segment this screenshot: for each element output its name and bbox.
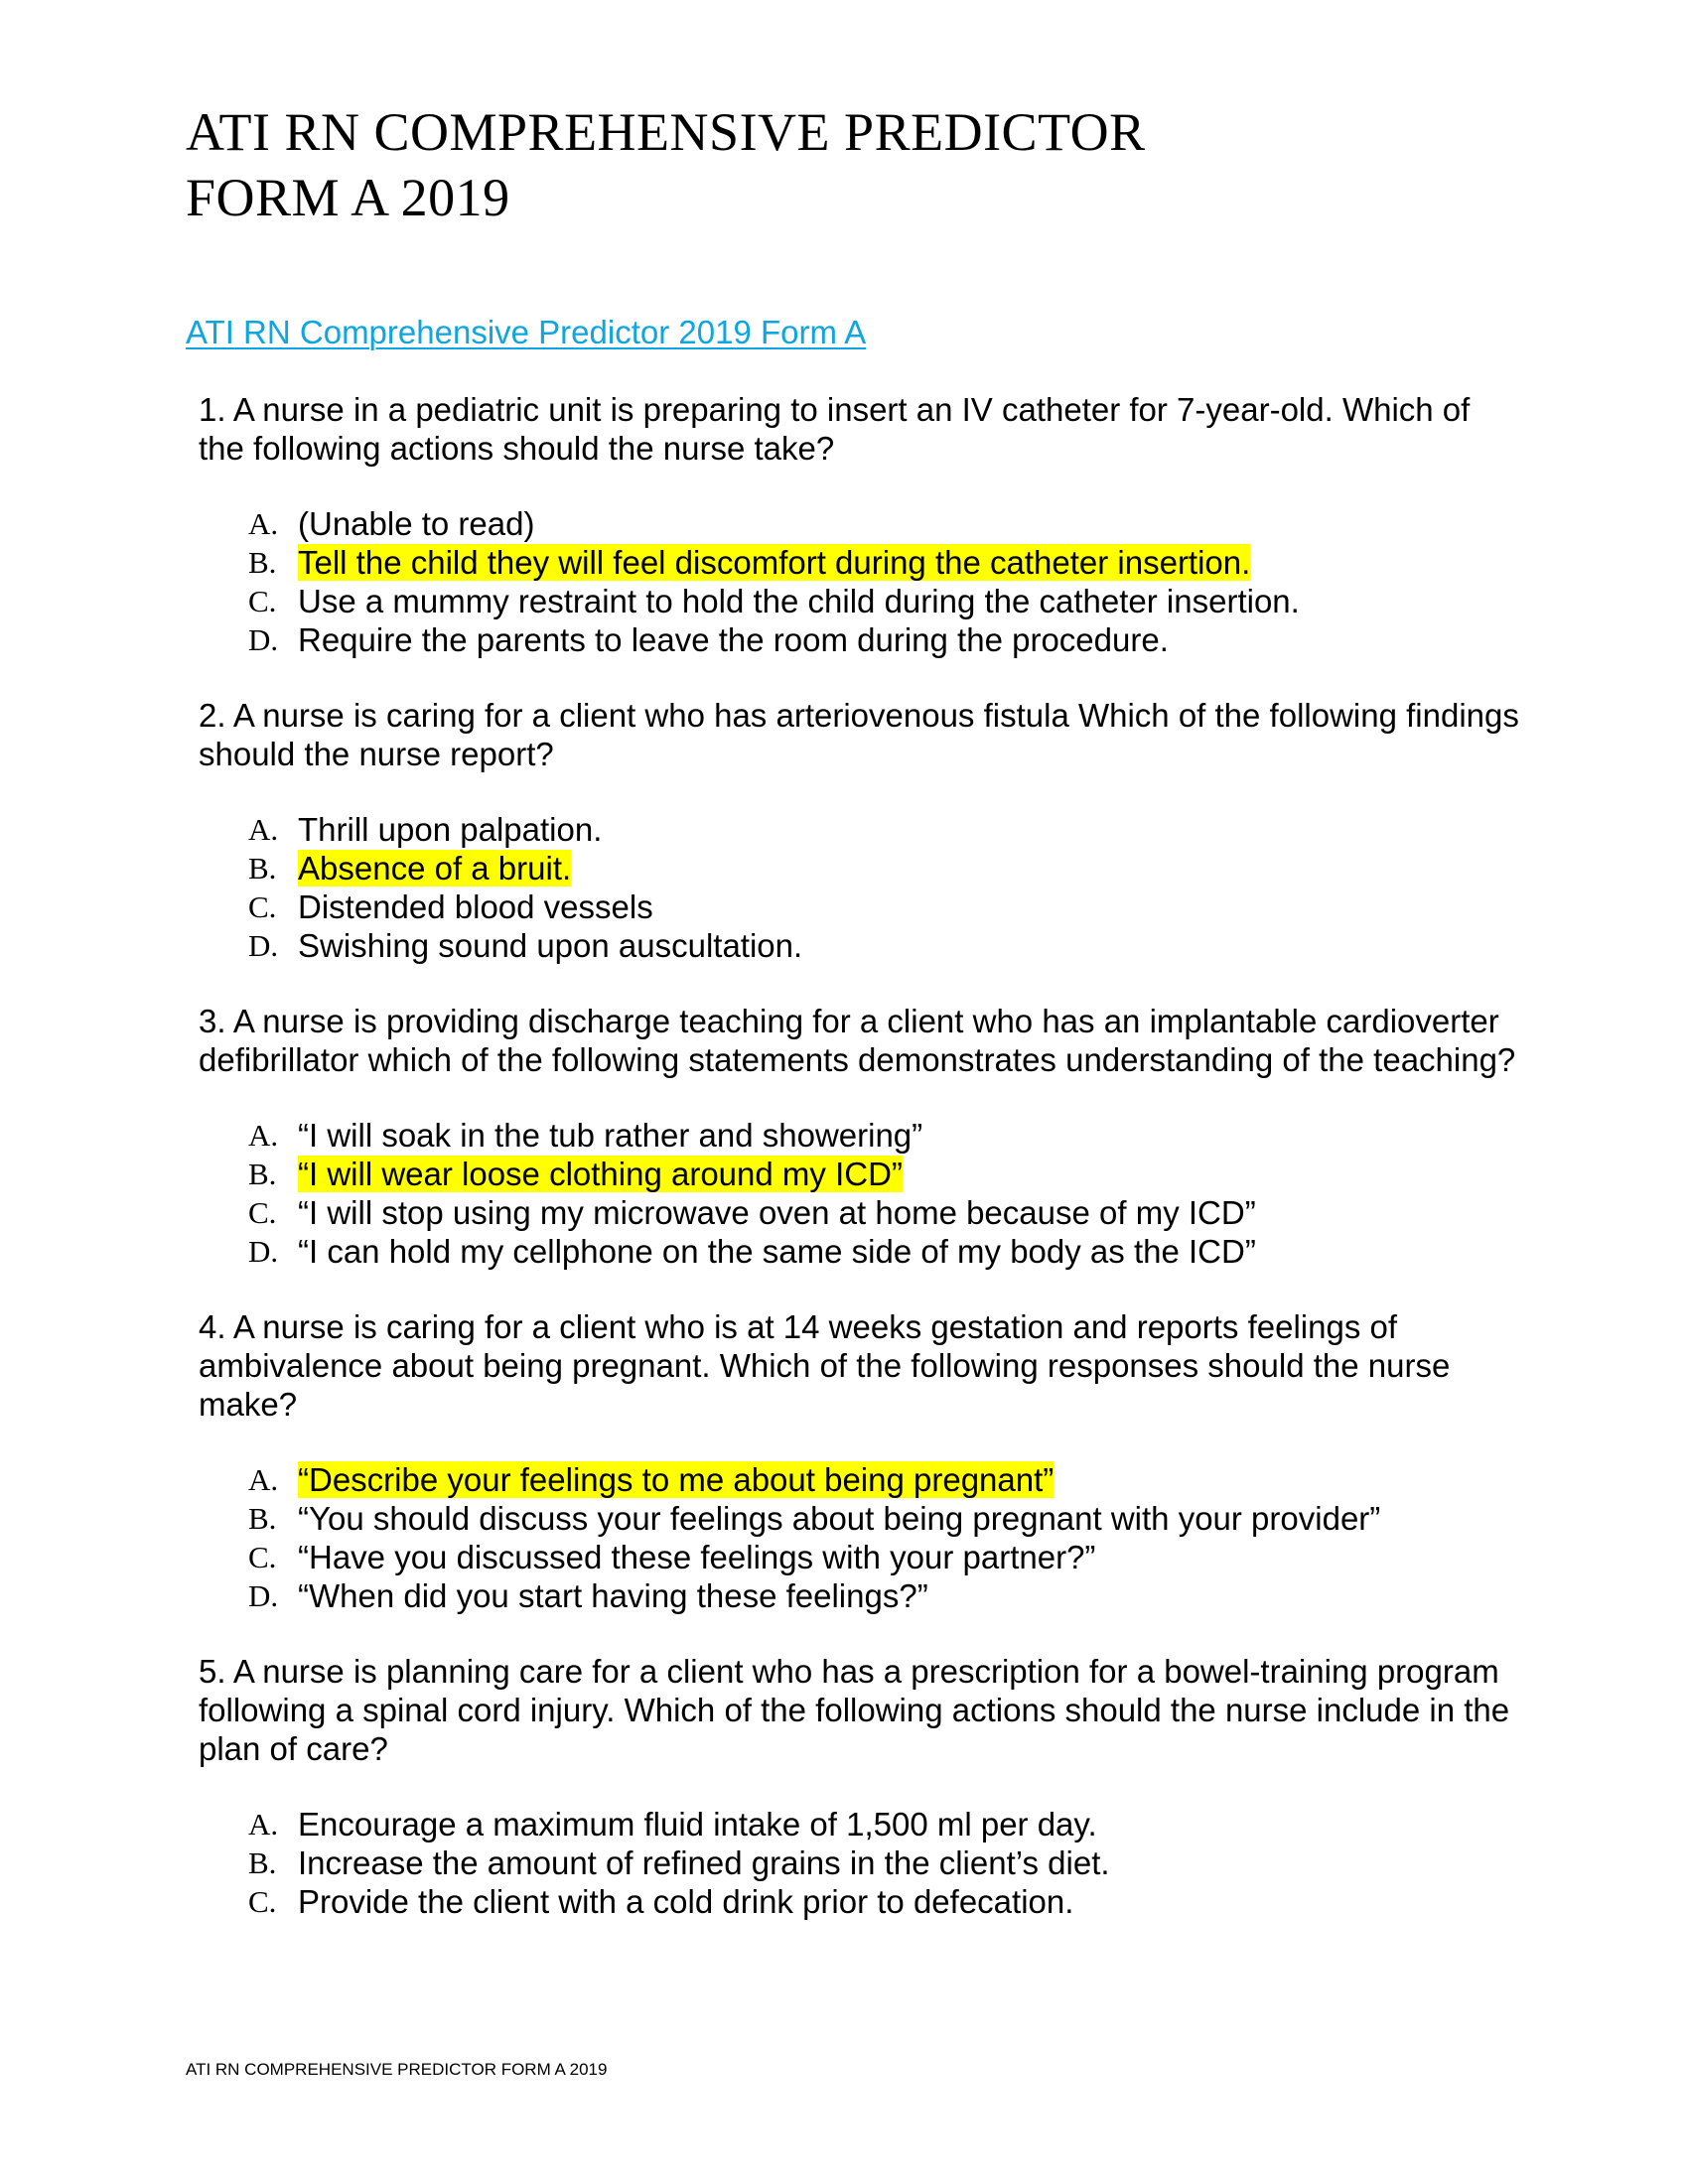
option-letter: D. — [248, 622, 279, 657]
question-stem: 3. A nurse is providing discharge teaching for a client who has an implantable cardioverter defibrillator which of the following statements demonstrates understanding of the teaching? — [199, 1003, 1516, 1078]
document-title-line-1: ATI RN COMPREHENSIVE PREDICTOR — [186, 102, 1146, 162]
option-letter: C. — [248, 1195, 277, 1230]
option-letter: A. — [248, 1462, 279, 1497]
option-text: “You should discuss your feelings about being pregnant with your provider” — [298, 1500, 1381, 1537]
option-text-wrapper — [298, 1193, 1519, 1232]
option-text-wrapper — [298, 887, 1519, 926]
option-text: “I can hold my cellphone on the same side of my body as the ICD” — [298, 1233, 1256, 1270]
option-text-wrapper — [298, 849, 1519, 887]
page-footer: ATI RN COMPREHENSIVE PREDICTOR FORM A 2019 — [186, 2060, 608, 2079]
option-letter: B. — [248, 1501, 277, 1536]
option-text: “I will stop using my microwave oven at home because of my ICD” — [298, 1194, 1256, 1231]
option-text: Increase the amount of refined grains in the client’s diet. — [298, 1844, 1110, 1881]
option-text-wrapper — [298, 1499, 1519, 1538]
option-text-wrapper — [298, 504, 1519, 543]
answer-option — [199, 849, 1519, 887]
option-text: “I will soak in the tub rather and showering” — [298, 1117, 923, 1154]
option-text: Provide the client with a cold drink prior to defecation. — [298, 1883, 1074, 1920]
option-letter: B. — [248, 851, 277, 886]
highlighted-answer-text: “Describe your feelings to me about being pregnant” — [298, 1461, 1055, 1498]
answer-options — [199, 810, 1519, 965]
subtitle-link[interactable]: ATI RN Comprehensive Predictor 2019 Form A — [186, 314, 867, 350]
answer-option — [199, 582, 1519, 620]
answer-option — [199, 810, 1519, 849]
answer-option — [199, 1232, 1519, 1271]
answer-option — [199, 1116, 1519, 1155]
answer-option — [199, 1155, 1519, 1193]
highlighted-answer-text: “I will wear loose clothing around my ICD” — [298, 1156, 903, 1192]
option-text-wrapper — [298, 1576, 1519, 1615]
option-text: “Have you discussed these feelings with your partner?” — [298, 1539, 1096, 1575]
question-stem: 4. A nurse is caring for a client who is at 14 weeks gestation and reports feelings of ambivalence about being pregnant. Which of the following responses should the nurse make? — [199, 1308, 1451, 1423]
option-text-wrapper — [298, 926, 1519, 965]
answer-options — [199, 1805, 1519, 1921]
option-letter: A. — [248, 506, 279, 541]
option-text-wrapper — [298, 1460, 1519, 1499]
question-5 — [199, 1652, 1519, 1921]
answer-option — [199, 887, 1519, 926]
answer-options — [199, 1460, 1519, 1615]
option-text-wrapper — [298, 1805, 1519, 1843]
answer-option — [199, 504, 1519, 543]
option-text: Distended blood vessels — [298, 888, 653, 925]
option-text: Encourage a maximum fluid intake of 1,500 ml per day. — [298, 1806, 1097, 1843]
option-text-wrapper — [298, 1843, 1519, 1882]
option-text-wrapper — [298, 582, 1519, 620]
answer-option — [199, 1576, 1519, 1615]
question-3 — [199, 1002, 1519, 1271]
option-text-wrapper — [298, 810, 1519, 849]
option-letter: A. — [248, 812, 279, 847]
option-text: “When did you start having these feelings?” — [298, 1577, 928, 1614]
option-text-wrapper — [298, 543, 1519, 582]
option-text-wrapper — [298, 1232, 1519, 1271]
option-letter: C. — [248, 1884, 277, 1919]
question-1 — [199, 390, 1519, 659]
answer-option — [199, 1460, 1519, 1499]
option-letter: B. — [248, 545, 277, 580]
option-letter: C. — [248, 584, 277, 618]
option-letter: D. — [248, 1578, 279, 1613]
option-letter: D. — [248, 1234, 279, 1269]
question-2 — [199, 696, 1519, 965]
highlighted-answer-text: Tell the child they will feel discomfort during the catheter insertion. — [298, 544, 1251, 581]
answer-option — [199, 1805, 1519, 1843]
option-text-wrapper — [298, 1538, 1519, 1576]
question-stem: 5. A nurse is planning care for a client who has a prescription for a bowel-training program following a spinal cord injury. Which of the following actions should the nurse include in the plan of care? — [199, 1653, 1510, 1767]
highlighted-answer-text: Absence of a bruit. — [298, 850, 572, 887]
document-title — [186, 99, 1536, 230]
document-title-line-2: FORM A 2019 — [186, 168, 510, 227]
option-letter: B. — [248, 1845, 277, 1880]
option-text-wrapper — [298, 1882, 1519, 1921]
option-text: Require the parents to leave the room during the procedure. — [298, 621, 1169, 658]
option-letter: C. — [248, 1540, 277, 1574]
answer-option — [199, 1882, 1519, 1921]
option-text: Swishing sound upon auscultation. — [298, 927, 803, 964]
answer-option — [199, 1193, 1519, 1232]
option-text-wrapper — [298, 1155, 1519, 1193]
option-letter: D. — [248, 928, 279, 963]
question-list — [199, 390, 1519, 1958]
answer-option — [199, 926, 1519, 965]
answer-option — [199, 1538, 1519, 1576]
option-text: Thrill upon palpation. — [298, 811, 603, 848]
option-letter: A. — [248, 1118, 279, 1153]
answer-option — [199, 1843, 1519, 1882]
answer-options — [199, 504, 1519, 659]
option-letter: B. — [248, 1157, 277, 1191]
option-letter: A. — [248, 1807, 279, 1842]
question-4 — [199, 1307, 1519, 1615]
option-text: Use a mummy restraint to hold the child during the catheter insertion. — [298, 583, 1300, 619]
answer-option — [199, 543, 1519, 582]
question-stem: 2. A nurse is caring for a client who has arteriovenous fistula Which of the following findings should the nurse report? — [199, 697, 1519, 772]
option-text: (Unable to read) — [298, 505, 535, 542]
option-text-wrapper — [298, 1116, 1519, 1155]
answer-option — [199, 620, 1519, 659]
question-stem: 1. A nurse in a pediatric unit is preparing to insert an IV catheter for 7-year-old. Which of the following actions should the nurse take? — [199, 391, 1471, 467]
answer-option — [199, 1499, 1519, 1538]
option-letter: C. — [248, 889, 277, 924]
answer-options — [199, 1116, 1519, 1271]
option-text-wrapper — [298, 620, 1519, 659]
